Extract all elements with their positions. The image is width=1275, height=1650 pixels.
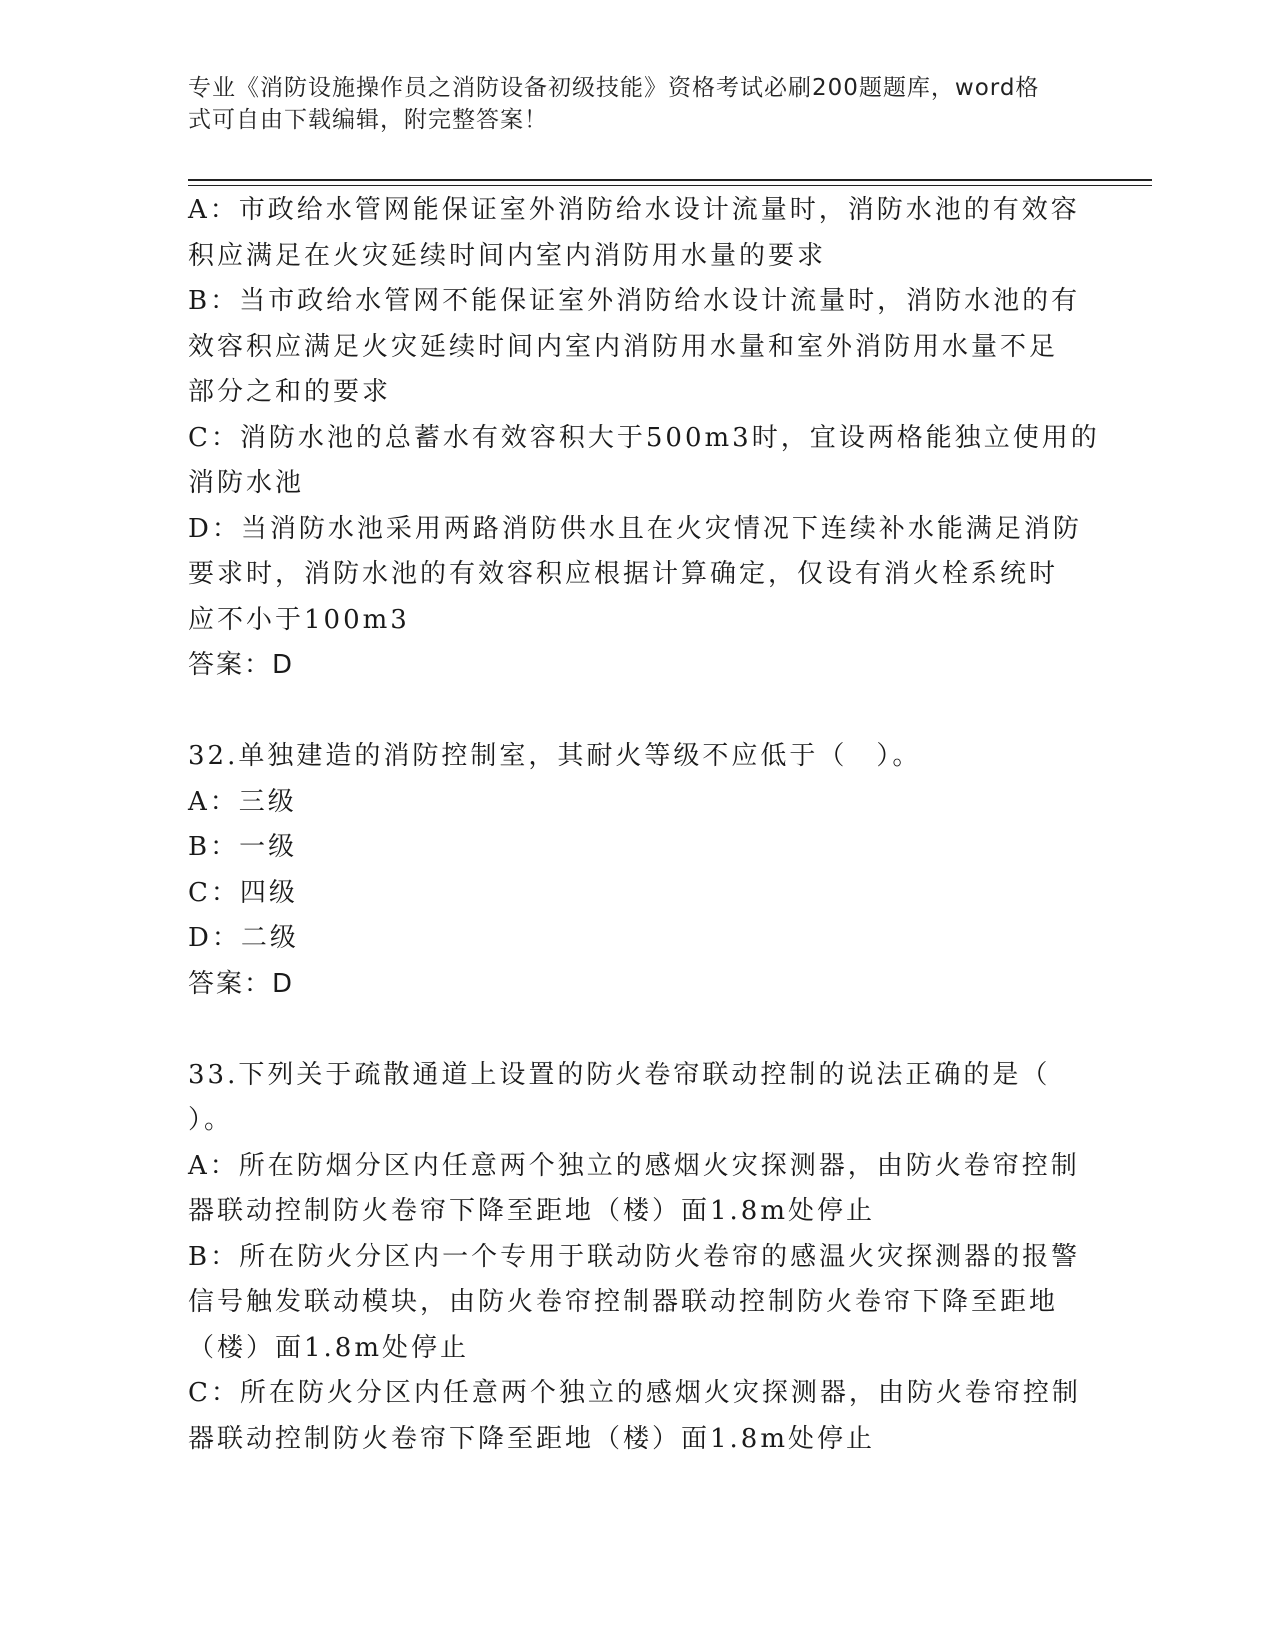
option-d-line: D：二级 bbox=[188, 923, 299, 953]
option-d-line: D：当消防水池采用两路消防供水且在火灾情况下连续补水能满足消防 bbox=[188, 513, 1082, 544]
spacer bbox=[188, 689, 1078, 735]
option-b-line: 信号触发联动模块，由防火卷帘控制器联动控制防火卷帘下降至距地 bbox=[188, 1287, 1059, 1317]
option-a-line: A：所在防烟分区内任意两个独立的感烟火灾探测器，由防火卷帘控制 bbox=[188, 1150, 1080, 1181]
option-a-line: A：三级 bbox=[188, 786, 297, 817]
option-c-line: 消防水池 bbox=[188, 468, 305, 498]
header-rule-thin bbox=[188, 185, 1152, 186]
option-c-line: C：消防水池的总蓄水有效容积大于500m3时，宜设两格能独立使用的 bbox=[188, 422, 1100, 453]
option-c-line: C：所在防火分区内任意两个独立的感烟火灾探测器，由防火卷帘控制 bbox=[188, 1378, 1081, 1408]
question-33-text: 33.下列关于疏散通道上设置的防火卷帘联动控制的说法正确的是（ bbox=[188, 1059, 1051, 1090]
question-33 bbox=[188, 1053, 1081, 1463]
option-b-line: B：所在防火分区内一个专用于联动防火卷帘的感温火灾探测器的报警 bbox=[188, 1241, 1081, 1272]
option-d-line: 要求时，消防水池的有效容积应根据计算确定，仅设有消火栓系统时 bbox=[188, 559, 1059, 589]
option-c-line: 器联动控制防火卷帘下降至距地（楼）面1.8m处停止 bbox=[188, 1423, 876, 1454]
option-b-line: B：一级 bbox=[188, 832, 298, 862]
document-header bbox=[188, 72, 1068, 136]
document-body bbox=[188, 188, 1100, 1462]
option-a-line: A：市政给水管网能保证室外消防给水设计流量时，消防水池的有效容 bbox=[188, 195, 1080, 225]
spacer bbox=[188, 1007, 1078, 1053]
option-d-line: 应不小于100m3 bbox=[188, 604, 410, 635]
option-b-line: 效容积应满足火灾延续时间内室内消防用水量和室外消防用水量不足 bbox=[188, 331, 1059, 362]
option-b-line: B：当市政给水管网不能保证室外消防给水设计流量时，消防水池的有 bbox=[188, 286, 1081, 316]
answer-31: 答案：D bbox=[188, 650, 295, 680]
option-a-line: 积应满足在火灾延续时间内室内消防用水量的要求 bbox=[188, 240, 827, 271]
header-rule-thick bbox=[188, 179, 1152, 181]
question-33-text: ）。 bbox=[188, 1105, 234, 1135]
question-32 bbox=[188, 734, 1078, 1007]
option-b-line: 部分之和的要求 bbox=[188, 377, 392, 407]
question-31-options bbox=[188, 188, 1100, 689]
header-line-1: 专业《消防设施操作员之消防设备初级技能》资格考试必刷200题题库，word格 bbox=[188, 75, 1040, 101]
header-line-2: 式可自由下载编辑，附完整答案！ bbox=[188, 107, 548, 133]
question-32-text: 32.单独建造的消防控制室，其耐火等级不应低于（ ）。 bbox=[188, 741, 922, 771]
option-a-line: 器联动控制防火卷帘下降至距地（楼）面1.8m处停止 bbox=[188, 1196, 876, 1226]
option-b-line: （楼）面1.8m处停止 bbox=[188, 1332, 470, 1363]
answer-32: 答案：D bbox=[188, 968, 295, 999]
option-c-line: C：四级 bbox=[188, 877, 298, 908]
